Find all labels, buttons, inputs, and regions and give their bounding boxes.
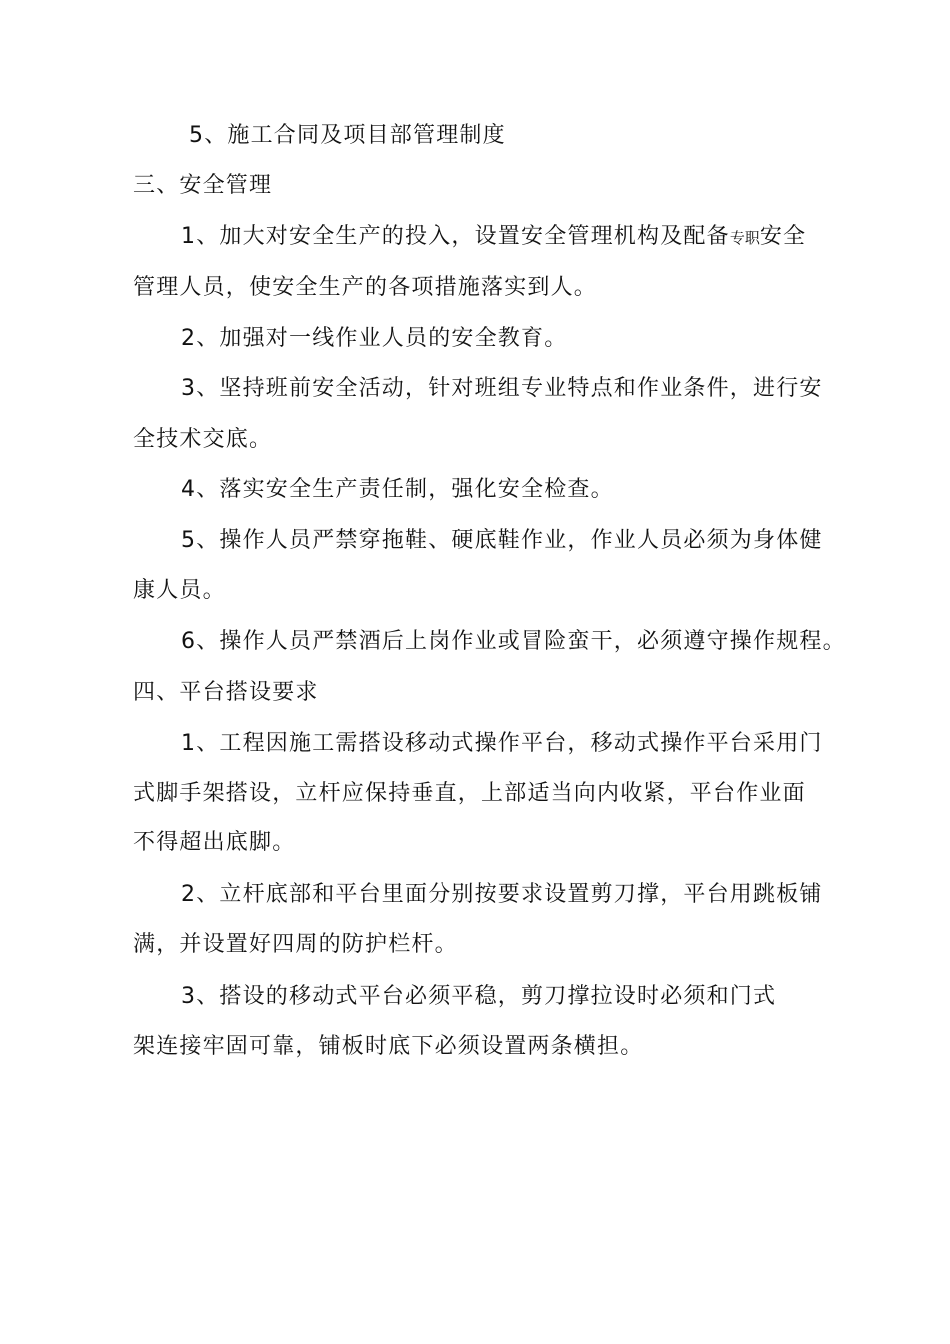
section-4-item-1-line-2: 式脚手架搭设，立杆应保持垂直，上部适当向内收紧，平台作业面 <box>133 781 806 806</box>
section-3-item-1-small-text: 专职 <box>729 229 760 247</box>
section-4-item-3-line-2: 架连接牢固可靠，铺板时底下必须设置两条横担。 <box>133 1034 644 1059</box>
section-4-item-2-line-2: 满，并设置好四周的防护栏杆。 <box>133 932 458 957</box>
section-2-item-5: 5、施工合同及项目部管理制度 <box>189 123 506 148</box>
section-3-item-6: 6、操作人员严禁酒后上岗作业或冒险蛮干，必须遵守操作规程。 <box>181 629 846 654</box>
section-3-item-3-line-2: 全技术交底。 <box>133 427 273 452</box>
section-4-item-3-line-1: 3、搭设的移动式平台必须平稳，剪刀撑拉设时必须和门式 <box>181 984 777 1009</box>
section-4-item-1-line-3: 不得超出底脚。 <box>133 830 296 855</box>
section-3-item-4: 4、落实安全生产责任制，强化安全检查。 <box>181 477 614 502</box>
section-3-item-1-text-b: 安全 <box>759 224 807 249</box>
section-4-item-1-line-1: 1、工程因施工需搭设移动式操作平台，移动式操作平台采用门 <box>181 731 823 756</box>
section-4-heading: 四、平台搭设要求 <box>133 680 319 705</box>
section-3-item-5-line-2: 康人员。 <box>133 578 226 603</box>
section-3-heading: 三、安全管理 <box>133 173 273 198</box>
section-3-item-1-line-2: 管理人员，使安全生产的各项措施落实到人。 <box>133 275 598 300</box>
section-4-item-2-line-1: 2、立杆底部和平台里面分别按要求设置剪刀撑，平台用跳板铺 <box>181 882 823 907</box>
section-3-item-3-line-1: 3、坚持班前安全活动，针对班组专业特点和作业条件，进行安 <box>181 376 823 401</box>
section-3-item-1-line-1 <box>181 224 806 251</box>
section-3-item-1-text-a: 1、加大对安全生产的投入，设置安全管理机构及配备 <box>181 224 730 249</box>
section-3-item-5-line-1: 5、操作人员严禁穿拖鞋、硬底鞋作业，作业人员必须为身体健 <box>181 528 823 553</box>
section-3-item-2: 2、加强对一线作业人员的安全教育。 <box>181 326 568 351</box>
